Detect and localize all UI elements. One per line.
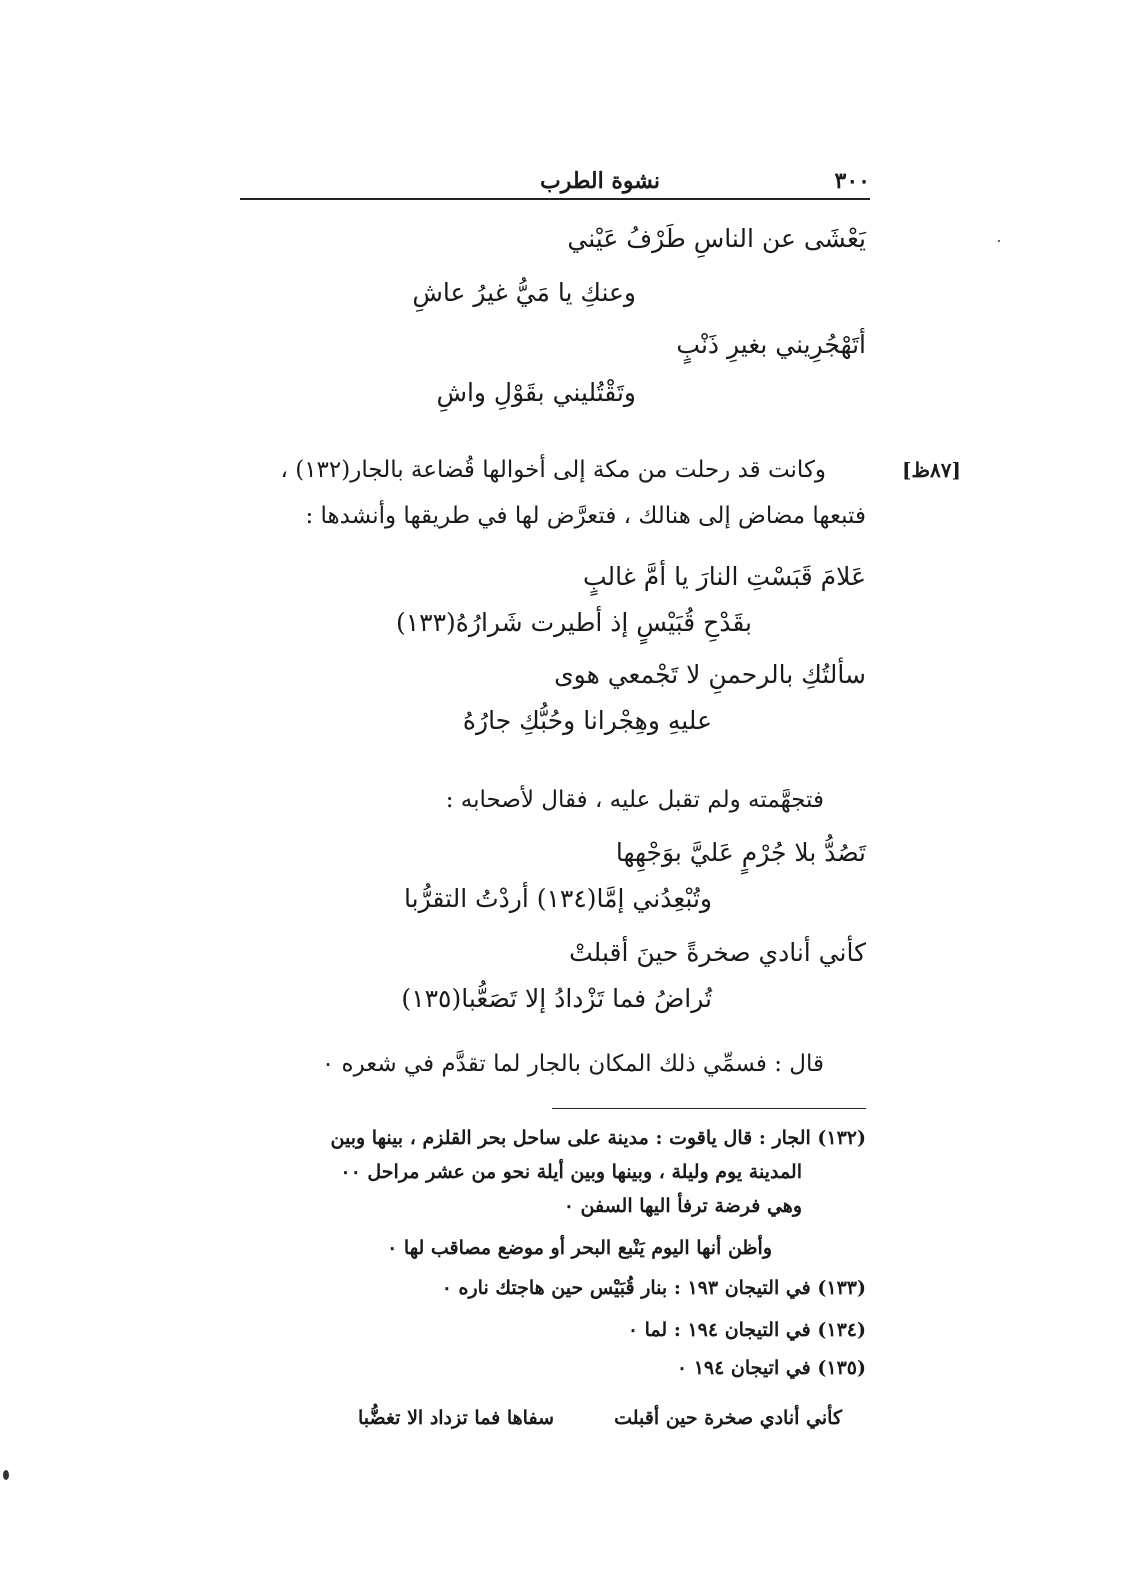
paragraph-3-text: قال : فسمِّي ذلك المكان بالجار لما تقدَّم في شعره ٠ — [321, 1051, 824, 1077]
scan-speck — [3, 1470, 9, 1480]
poem3-line-2: وتُبْعِدُني إمَّا(١٣٤) أردْتُ التقرُّبا — [404, 884, 712, 913]
footnote-verse-first-hemistich: كأني أنادي صخرة حين أقبلت — [614, 1407, 842, 1429]
poem1-line-4: وتَقْتُليني بقَوْلِ واشِ — [436, 378, 636, 407]
poem2-line-2: بقَدْحِ قُبَيْسٍ إذ أطيرت شَرارُهُ(١٣٣) — [395, 608, 752, 637]
footnote-verse-second-hemistich: سفاها فما تزداد الا تغضُّبا — [358, 1407, 554, 1429]
footnote-134: (١٣٤) في التيجان ١٩٤ : لما ٠ — [627, 1319, 866, 1341]
poem2-line-1: عَلامَ قَبَسْتِ النارَ يا أمَّ غالبٍ — [582, 562, 866, 591]
paragraph-2 — [236, 786, 866, 814]
poem3-line-1: تَصُدُّ بلا جُرْمٍ عَليَّ بوَجْهِها — [615, 838, 866, 867]
footnote-132-line-2: المدينة يوم وليلة ، وبينها وبين أيلة نحو من عشر مراحل ٠٠ — [340, 1161, 802, 1183]
poem1-line-3: أتَهْجُرِيني بغيرِ ذَنْبٍ — [676, 330, 866, 359]
footnote-133: (١٣٣) في التيجان ١٩٣ : بنار قُبَيْس حين هاجتك ناره ٠ — [441, 1277, 866, 1299]
poem3-line-4: تُراضُ فما تَزْدادُ إلا تَصَعُّبا(١٣٥) — [401, 984, 712, 1013]
poem2-line-3: سألتُكِ بالرحمنِ لا تَجْمعي هوى — [554, 660, 866, 689]
paragraph-1-line-1-text: وكانت قد رحلت من مكة إلى أخوالها قُضاعة بالجار(١٣٢) ، — [280, 457, 826, 483]
footnote-135: (١٣٥) في اتيجان ١٩٤ ٠ — [676, 1357, 866, 1379]
paragraph-3 — [236, 1050, 866, 1078]
poem2-line-4: عليهِ وهِجْرانا وحُبُّكِ جارُهُ — [462, 706, 712, 735]
page-number: ٣٠٠ — [834, 168, 870, 194]
footnote-separator — [552, 1108, 866, 1109]
footnote-132-line-3: وهي فرضة ترفأ اليها السفن ٠ — [563, 1195, 802, 1217]
running-title: نشوة الطرب — [539, 168, 660, 194]
margin-folio-note: [٨٧ظ] — [902, 458, 961, 482]
footnote-132-line-1: (١٣٢) الجار : قال ياقوت : مدينة على ساحل بحر القلزم ، بينها وبين — [330, 1127, 866, 1149]
footnote-132-line-4: وأظن أنها اليوم يَنْبع البحر أو موضع مصاقب لها ٠ — [387, 1237, 772, 1259]
poem1-line-2: وعنكِ يا مَيُّ غيرُ عاشِ — [412, 278, 636, 307]
paragraph-1-line-1 — [236, 456, 866, 484]
poem3-line-3: كأني أنادي صخرةً حينَ أقبلتْ — [569, 938, 866, 967]
paragraph-2-text: فتجهَّمته ولم تقبل عليه ، فقال لأصحابه : — [445, 787, 824, 813]
poem1-line-1: يَعْشَى عن الناسِ طَرْفُ عَيْني — [567, 224, 866, 253]
scan-speck — [998, 240, 1000, 242]
page-header — [240, 168, 870, 200]
paragraph-1-line-2: فتبعها مضاض إلى هنالك ، فتعرَّض لها في طريقها وأنشدها : — [305, 503, 866, 529]
